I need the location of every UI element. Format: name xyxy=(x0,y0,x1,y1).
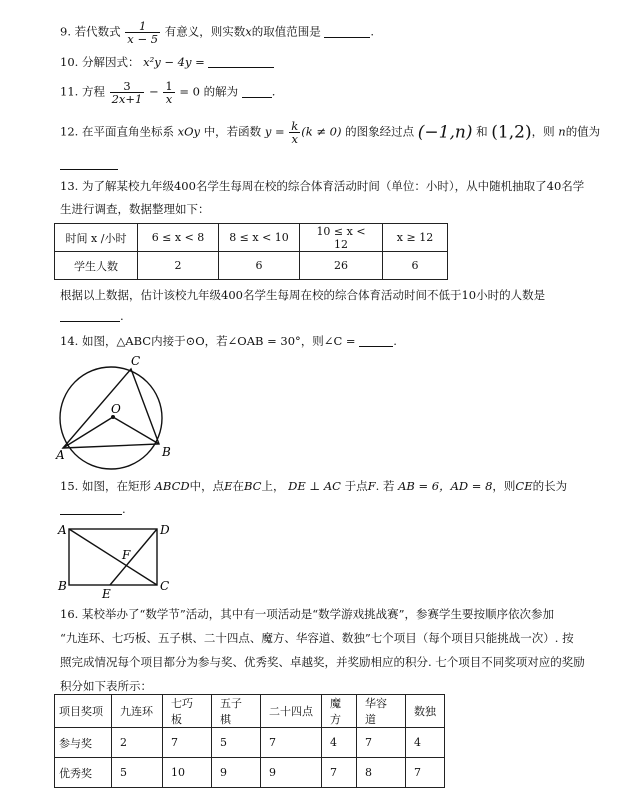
q16-cell: 7 xyxy=(322,758,357,788)
q11-minus: − xyxy=(149,84,159,99)
q12-point2: (1,2) xyxy=(491,122,532,143)
q13-cell: 学生人数 xyxy=(55,252,138,280)
q15-label-b: B xyxy=(58,579,67,593)
q12-frac-num: k xyxy=(291,119,299,133)
q13-after: 根据以上数据，估计该校九年级400名学生每周在校的综合体育活动时间不低于10小时的人数是 xyxy=(60,288,546,302)
q16-cell: 10 xyxy=(163,758,212,788)
q14-label-b: B xyxy=(162,445,171,459)
table-row xyxy=(55,758,445,788)
q15-text2: 中，点 xyxy=(189,479,225,493)
q9-frac-den: x − 5 xyxy=(127,32,159,47)
q11-number: 11. xyxy=(60,84,79,99)
q16-header-cell: 九连环 xyxy=(112,695,163,728)
q16-header-cell: 七巧板 xyxy=(163,695,212,728)
q16-line1: 某校举办了“数学节”活动，其中有一项活动是“数学游戏挑战赛”，参赛学生要按顺序依次参加 xyxy=(81,607,554,621)
q12-text3: 的图象经过点 xyxy=(345,124,415,139)
q15-label-a: A xyxy=(58,523,67,537)
q13-cell: 26 xyxy=(300,252,383,280)
q12-y: y = xyxy=(264,124,285,139)
q15-ab: AB = 6，AD = 8 xyxy=(398,479,493,493)
q14-triangle: △ABC xyxy=(116,334,152,348)
q9-frac-num: 1 xyxy=(125,20,160,33)
q14-number: 14. xyxy=(60,334,79,348)
q15-label-e: E xyxy=(102,587,111,601)
q15-e: E xyxy=(224,479,233,493)
q16-cell: 7 xyxy=(357,728,406,758)
q16-cell: 参与奖 xyxy=(55,728,112,758)
q15-f: F xyxy=(367,479,376,493)
q13-end: . xyxy=(120,309,124,323)
q16-number: 16. xyxy=(60,607,79,621)
q11-end: . xyxy=(271,84,276,99)
q13-header-cell: 时间 x /小时 xyxy=(55,224,138,252)
q13-header-cell: 10 ≤ x < 12 xyxy=(300,224,383,252)
q14-angle: ∠OAB = 30° xyxy=(227,334,301,348)
q16-header-cell: 魔方 xyxy=(322,695,357,728)
q13-header-cell: 8 ≤ x < 10 xyxy=(219,224,300,252)
q16-header-cell: 项目奖项 xyxy=(55,695,112,728)
q15-label-d: D xyxy=(160,523,170,537)
q16-cell: 5 xyxy=(112,758,163,788)
q13-line2: 生进行调查，数据整理如下： xyxy=(60,202,210,216)
q16-cell: 9 xyxy=(212,758,261,788)
q9-text3: 的取值范围是 xyxy=(251,24,321,39)
q14-text: 如图， xyxy=(81,334,117,348)
q12-n: n xyxy=(558,124,566,139)
q15-text6: . 若 xyxy=(375,479,395,493)
q11-text2: = 0 的解为 xyxy=(179,84,239,99)
q11-f1-den: 2x+1 xyxy=(111,92,143,107)
q16-cell: 7 xyxy=(406,758,445,788)
q14-angle2: ∠C = xyxy=(323,334,356,348)
q13-header-cell: x ≥ 12 xyxy=(383,224,448,252)
q16-cell: 4 xyxy=(406,728,445,758)
q15-label-c: C xyxy=(160,579,170,593)
q14-label-o: O xyxy=(111,402,121,416)
q14-end: . xyxy=(393,334,397,348)
q16-cell: 7 xyxy=(261,728,322,758)
q15-label-f: F xyxy=(122,548,131,562)
q15-text8: 的长为 xyxy=(532,479,568,493)
q15-text3: 在 xyxy=(232,479,245,493)
q13-cell: 6 xyxy=(219,252,300,280)
q16-cell: 8 xyxy=(357,758,406,788)
q15-number: 15. xyxy=(60,479,79,493)
q14-text3: ，则 xyxy=(300,334,324,348)
q13-header-cell: 6 ≤ x < 8 xyxy=(138,224,219,252)
q14-label-c: C xyxy=(131,354,141,368)
q10-expr: x²y − 4y = xyxy=(143,55,205,69)
q15-bc: BC xyxy=(244,479,262,493)
q15-text7: ，则 xyxy=(492,479,516,493)
q16-line4: 积分如下表所示： xyxy=(60,679,152,693)
q16-header-cell: 数独 xyxy=(406,695,445,728)
q12-frac-den: x xyxy=(291,132,299,147)
q15-text: 如图，在矩形 xyxy=(81,479,151,493)
q16-line3-wrap xyxy=(60,654,585,670)
q16-line3: 照完成情况每个项目都分为参与奖、优秀奖、卓越奖，并奖励相应的积分. 七个项目不同奖项对应的奖励 xyxy=(60,655,585,669)
q16-cell: 5 xyxy=(212,728,261,758)
q14-label-a: A xyxy=(56,448,65,462)
q15-rect: ABCD xyxy=(154,479,190,493)
q13-line1: 为了解某校九年级400名学生每周在校的综合体育活动时间（单位：小时），从中随机抽取了40名学 xyxy=(81,179,585,193)
q11-f1-num: 3 xyxy=(110,80,145,93)
table-row xyxy=(55,728,445,758)
q15-end: . xyxy=(122,502,126,516)
q12-number: 12. xyxy=(60,124,79,139)
q12-and: 和 xyxy=(476,124,488,139)
q15-segment-de xyxy=(110,529,157,585)
q15-ce: CE xyxy=(515,479,533,493)
q16-line2-wrap xyxy=(60,630,574,646)
q11-f2-num: 1 xyxy=(165,79,173,93)
q14-text2: 内接于⊙O，若 xyxy=(151,334,228,348)
q10-number: 10. xyxy=(60,55,79,69)
q15-text5: 于点 xyxy=(344,479,368,493)
q16-header-cell: 五子棋 xyxy=(212,695,261,728)
q9-var: x xyxy=(245,24,252,39)
q12-point1: (−1,n) xyxy=(417,122,473,143)
q16-header-cell: 二十四点 xyxy=(261,695,322,728)
q9-end: . xyxy=(370,24,375,39)
q16-line4-wrap xyxy=(60,678,152,694)
q13-cell: 6 xyxy=(383,252,448,280)
q10-text: 分解因式： xyxy=(81,55,140,69)
q13-cell: 2 xyxy=(138,252,219,280)
q16-line2: “九连环、七巧板、五子棋、二十四点、魔方、华容道、数独”七个项目（每个项目只能挑战一次）. 按 xyxy=(60,631,574,645)
q12-cond: (k ≠ 0) xyxy=(301,124,342,139)
q15-text4: 上， xyxy=(261,479,285,493)
q16-cell: 9 xyxy=(261,758,322,788)
q9-text: 若代数式 xyxy=(74,24,121,39)
q12-xoy: xOy xyxy=(177,124,201,139)
question-16 xyxy=(60,606,554,622)
q12-text5: 的值为 xyxy=(565,124,601,139)
q13-number: 13. xyxy=(60,179,79,193)
q15-diagonal-ac xyxy=(69,529,157,585)
q12-text: 在平面直角坐标系 xyxy=(81,124,174,139)
q12-text2: 中，若函数 xyxy=(203,124,262,139)
q9-number: 9. xyxy=(60,24,71,39)
q16-cell: 2 xyxy=(112,728,163,758)
q16-cell: 优秀奖 xyxy=(55,758,112,788)
q16-header-cell: 华容道 xyxy=(357,695,406,728)
table-row xyxy=(55,695,445,728)
q11-f2-den: x xyxy=(165,92,173,107)
q15-perp: DE ⊥ AC xyxy=(288,479,341,493)
q12-text4: ，则 xyxy=(531,124,555,139)
q11-text: 方程 xyxy=(81,84,105,99)
q16-cell: 7 xyxy=(163,728,212,758)
q16-table xyxy=(54,694,445,788)
q9-text2: 有意义，则实数 xyxy=(164,24,246,39)
q16-cell: 4 xyxy=(322,728,357,758)
